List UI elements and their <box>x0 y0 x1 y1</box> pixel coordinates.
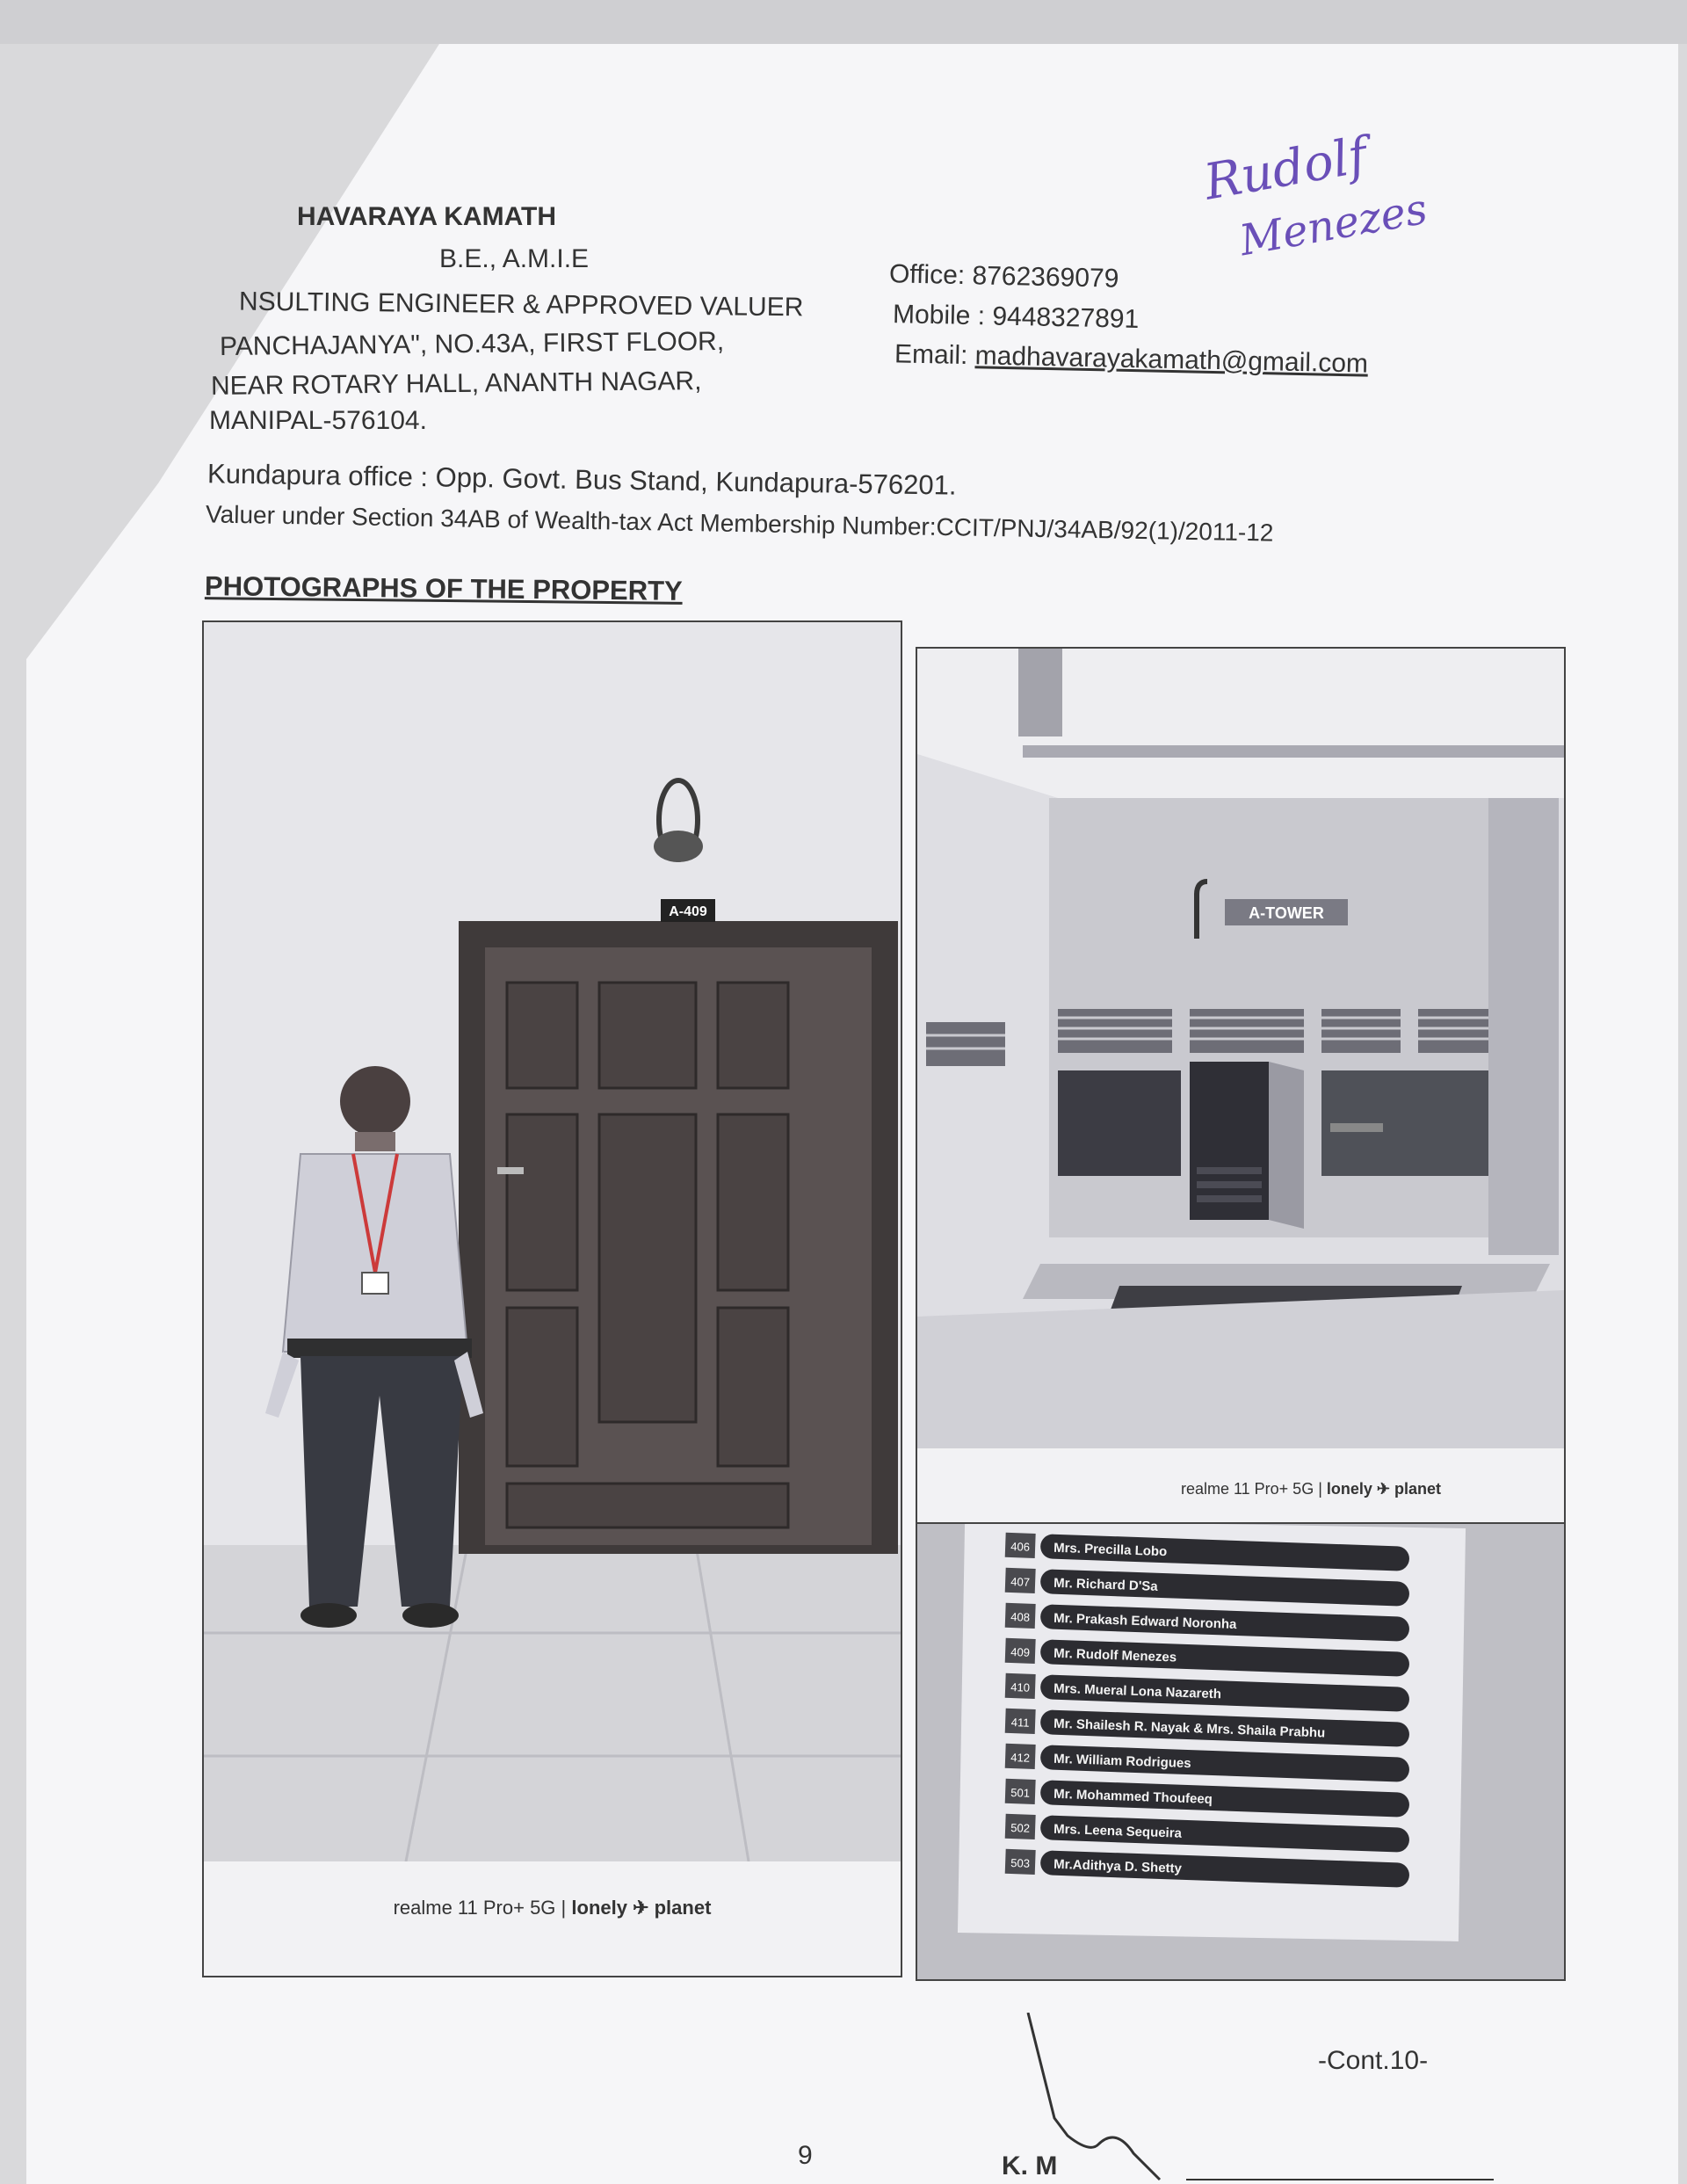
valuer-name: HAVARAYA KAMATH <box>297 202 557 231</box>
flat-number: 502 <box>1010 1821 1031 1835</box>
handwritten-name-first: Rudolf <box>1199 127 1372 212</box>
mobile-phone: 9448327891 <box>992 301 1140 334</box>
photo-directory <box>916 1522 1566 1981</box>
tower-photo-image <box>917 649 1564 1535</box>
flat-number: 408 <box>1010 1610 1031 1624</box>
continuation-note: -Cont.10- <box>1318 2046 1429 2075</box>
resident-name: Mr. Rudolf Menezes <box>1053 1645 1177 1665</box>
address-line-2: NEAR ROTARY HALL, ANANTH NAGAR, <box>210 366 702 401</box>
scan-background <box>0 0 1687 44</box>
caption-separator: | <box>1318 1480 1322 1498</box>
valuer-membership: Valuer under Section 34AB of Wealth-tax Act Membership Number:CCIT/PNJ/34AB/92(1)/2011-12 <box>205 500 1274 547</box>
tower-sign-label: A-TOWER <box>1249 904 1324 922</box>
email-link[interactable]: madhavarayakamath@gmail.com <box>974 341 1369 379</box>
email-label: Email: <box>894 339 968 371</box>
resident-name: Mrs. Mueral Lona Nazareth <box>1053 1680 1222 1702</box>
resident-name: Mr. Richard D'Sa <box>1053 1575 1158 1594</box>
resident-name: Mrs. Leena Sequeira <box>1053 1821 1183 1841</box>
flat-number: 411 <box>1010 1716 1030 1730</box>
flat-number: 406 <box>1010 1540 1031 1554</box>
flat-number: 412 <box>1010 1751 1031 1765</box>
qualification: B.E., A.M.I.E <box>439 244 590 273</box>
resident-name: Mrs. Precilla Lobo <box>1053 1540 1168 1560</box>
mobile-line <box>893 300 1140 335</box>
resident-name: Mr.Adithya D. Shetty <box>1053 1856 1183 1876</box>
resident-name: Mr. Shailesh R. Nayak & Mrs. Shaila Prabhu <box>1053 1716 1326 1741</box>
kundapura-office: Kundapura office : Opp. Govt. Bus Stand, Kundapura-576201. <box>206 458 957 501</box>
caption-separator: | <box>561 1897 567 1919</box>
office-phone-line <box>889 259 1119 294</box>
photo-door <box>202 620 902 1977</box>
address-line-1: PANCHAJANYA", NO.43A, FIRST FLOOR, <box>219 326 725 362</box>
flat-number: 503 <box>1010 1856 1031 1870</box>
office-label: Office: <box>888 259 966 291</box>
handwritten-name-last: Menezes <box>1235 184 1431 266</box>
resident-name: Mr. Mohammed Thoufeeq <box>1053 1786 1213 1808</box>
device-label: realme 11 Pro+ 5G <box>393 1897 556 1919</box>
signature-label: K. M <box>1002 2151 1058 2180</box>
door-plate-label: A-409 <box>669 904 707 919</box>
brand-label: lonely ✈ planet <box>571 1897 712 1919</box>
flat-number: 501 <box>1010 1786 1031 1800</box>
flat-number: 407 <box>1010 1575 1031 1589</box>
valuer-title: NSULTING ENGINEER & APPROVED VALUER <box>238 287 804 323</box>
address-line-3: MANIPAL-576104. <box>209 406 427 435</box>
resident-name: Mr. William Rodrigues <box>1053 1751 1191 1772</box>
door-photo-caption <box>204 1897 901 1919</box>
directory-photo-image <box>917 1524 1564 1979</box>
flat-number: 409 <box>1010 1645 1031 1659</box>
section-title: PHOTOGRAPHS OF THE PROPERTY <box>204 570 683 606</box>
flat-number: 410 <box>1010 1680 1031 1694</box>
mobile-label: Mobile : <box>892 300 986 331</box>
photo-tower <box>916 647 1566 1536</box>
signature-mark <box>984 2013 1511 2184</box>
tower-photo-caption <box>917 1480 1564 1498</box>
device-label: realme 11 Pro+ 5G <box>1180 1480 1314 1498</box>
page-number: 9 <box>798 2141 813 2170</box>
office-phone: 8762369079 <box>972 261 1119 294</box>
door-photo-image <box>204 622 901 1976</box>
resident-name: Mr. Prakash Edward Noronha <box>1053 1610 1237 1632</box>
brand-label: lonely ✈ planet <box>1326 1480 1442 1498</box>
